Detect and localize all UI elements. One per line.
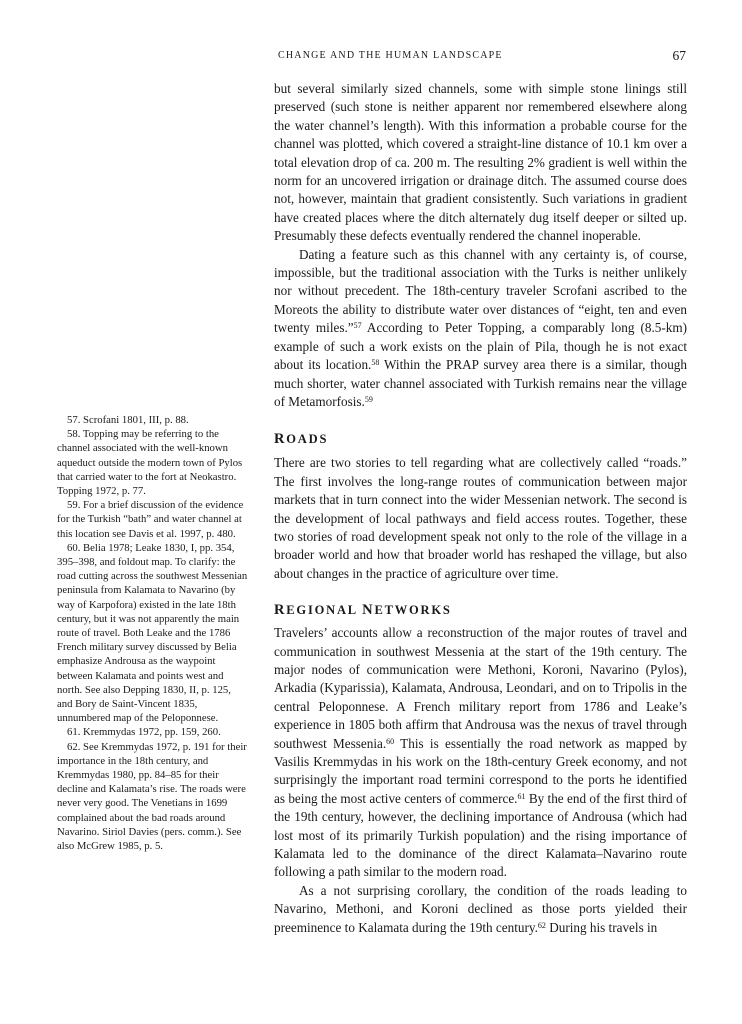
paragraph-roads-intro: There are two stories to tell regarding what are collectively called “roads.” The first involves the long-range routes of communication between major markets that in turn connect into the wider Messenian network. The second is the development of local pathways and field access routes. Together, these two stories of road development speak not only to the role of the village in a broader world and how that broader world has reshaped the village, but also about changes in the practice of agriculture over time. (274, 455, 687, 581)
footnote-ref-60[interactable]: 60 (386, 736, 395, 746)
page-number: 67 (672, 48, 686, 63)
footnote-57: 57. Scrofani 1801, III, p. 88. (67, 414, 189, 426)
footnote-60: 60. Belia 1978; Leake 1830, I, pp. 354, 395–398, and foldout map. To clarify: the road cutting across the southwest Messenian peninsula from Kalamata to Navarino (by way of Karpofora) existed in the late 18th century, but it was not apparently the main route of travel. Both Leake and the 1786 French military survey discussed by Belia emphasize Androusa as the waypoint between Kalamata and points west and north. See also Depping 1830, II, p. 125, and Bory de Saint-Vincent 1835, unnumbered map of the Peloponnese. (57, 541, 248, 725)
footnotes-column (57, 413, 249, 853)
running-head-title: CHANGE AND THE HUMAN LANDSCAPE (278, 50, 503, 61)
paragraph-water-channel: but several similarly sized channels, some with simple stone linings still preserved (such stone is neither apparent nor remembered elsewhere along the water channel’s length). With this information a probable course for the channel was plotted, which covered a straight-line distance of 10.1 km over a total elevation drop of ca. 200 m. The resulting 2% gradient is well within the norm for an uncovered irrigation or drainage ditch. The assumed course does not, however, maintain that gradient consistently. Such variations in gradient have created places where the ditch alternately dug itself deeper or silted up. Presumably these defects eventually rendered the channel inoperable. (274, 81, 687, 244)
footnote-61: 61. Kremmydas 1972, pp. 159, 260. (67, 726, 221, 739)
paragraph-corollary: As a not surprising corollary, the condition of the roads leading to Navarino, Methoni, and Koroni declined as those ports yielded their preeminence to Kalamata during the 19th century.$^{62}$ During his travels in (274, 882, 687, 935)
section-heading-regional-networks: REGIONAL NETWORKS (274, 602, 452, 619)
footnote-ref-57[interactable]: 57 (353, 321, 362, 331)
footnote-ref-62[interactable]: 62 (537, 920, 546, 930)
footnote-ref-58[interactable]: 58 (371, 358, 380, 368)
footnote-59: 59. For a brief discussion of the evidence for the Turkish “bath” and water channel at this location see Davis et al. 1997, p. 480. (57, 499, 244, 540)
footnote-ref-59[interactable]: 59 (364, 394, 373, 404)
footnote-58: 58. Topping may be referring to the channel associated with the well-known aqueduct outside the modern town of Pylos that carried water to the fort at Neokastro. Topping 1972, p. 77. (57, 428, 243, 498)
footnote-ref-61[interactable]: 61 (517, 791, 526, 801)
main-text-column (274, 80, 687, 937)
paragraph-dating: Dating a feature such as this channel with any certainty is, of course, impossible, but the traditional association with the Turks is neither unlikely nor without precedent. The 18th-century traveler Scrofani ascribed to the Moreots the ability to distribute water over distances of “eight, ten and even twenty miles.”$^{57}$ According to Peter Topping, a comparably long (8.5-km) example of such a work exists on the plain of Pila, though he is not exact about its location.$^{58}$ Within the PRAP survey area there is a similar, though much shorter, water channel associated with Turkish remains near the village of Metamorfosis.$^{59}$ (274, 246, 687, 409)
running-head (278, 50, 686, 66)
footnote-62: 62. See Kremmydas 1972, p. 191 for their importance in the 18th century, and Kremmydas 1980, pp. 84–85 for their decline and Kalamata’s rise. The roads were never very good. The Venetians in 1699 complained about the bad roads around Navarino. Siriol Davies (pers. comm.). See also McGrew 1985, p. 5. (57, 740, 247, 853)
paragraph-travelers-accounts: Travelers’ accounts allow a reconstruction of the major routes of travel and communication in southwest Messenia at the start of the 19th century. The major nodes of communication were Methoni, Koroni, Navarino (Pylos), Arkadia (Kyparissia), Kalamata, Androusa, Leondari, and on to Tripolis in the central Peloponnese. A French military report from 1786 and Leake’s experience in 1805 both affirm that Androusa was the nexus of travel through southwest Messenia.$^{60}$ This is essentially the road network as mapped by Vasilis Kremmydas in his work on the 18th-century Greek economy, and not surprisingly the important road termini correspond to the ports he identified as being the most active centers of commerce.$^{61}$ By the end of the first third of the 19th century, however, the declining importance of Androusa (which had lost most of its primarily Turkish population) and the rising importance of Kalamata led to the dominance of the direct Kalamata–Navarino route following a path similar to the modern road. (274, 625, 687, 880)
section-heading-roads: ROADS (274, 431, 329, 448)
